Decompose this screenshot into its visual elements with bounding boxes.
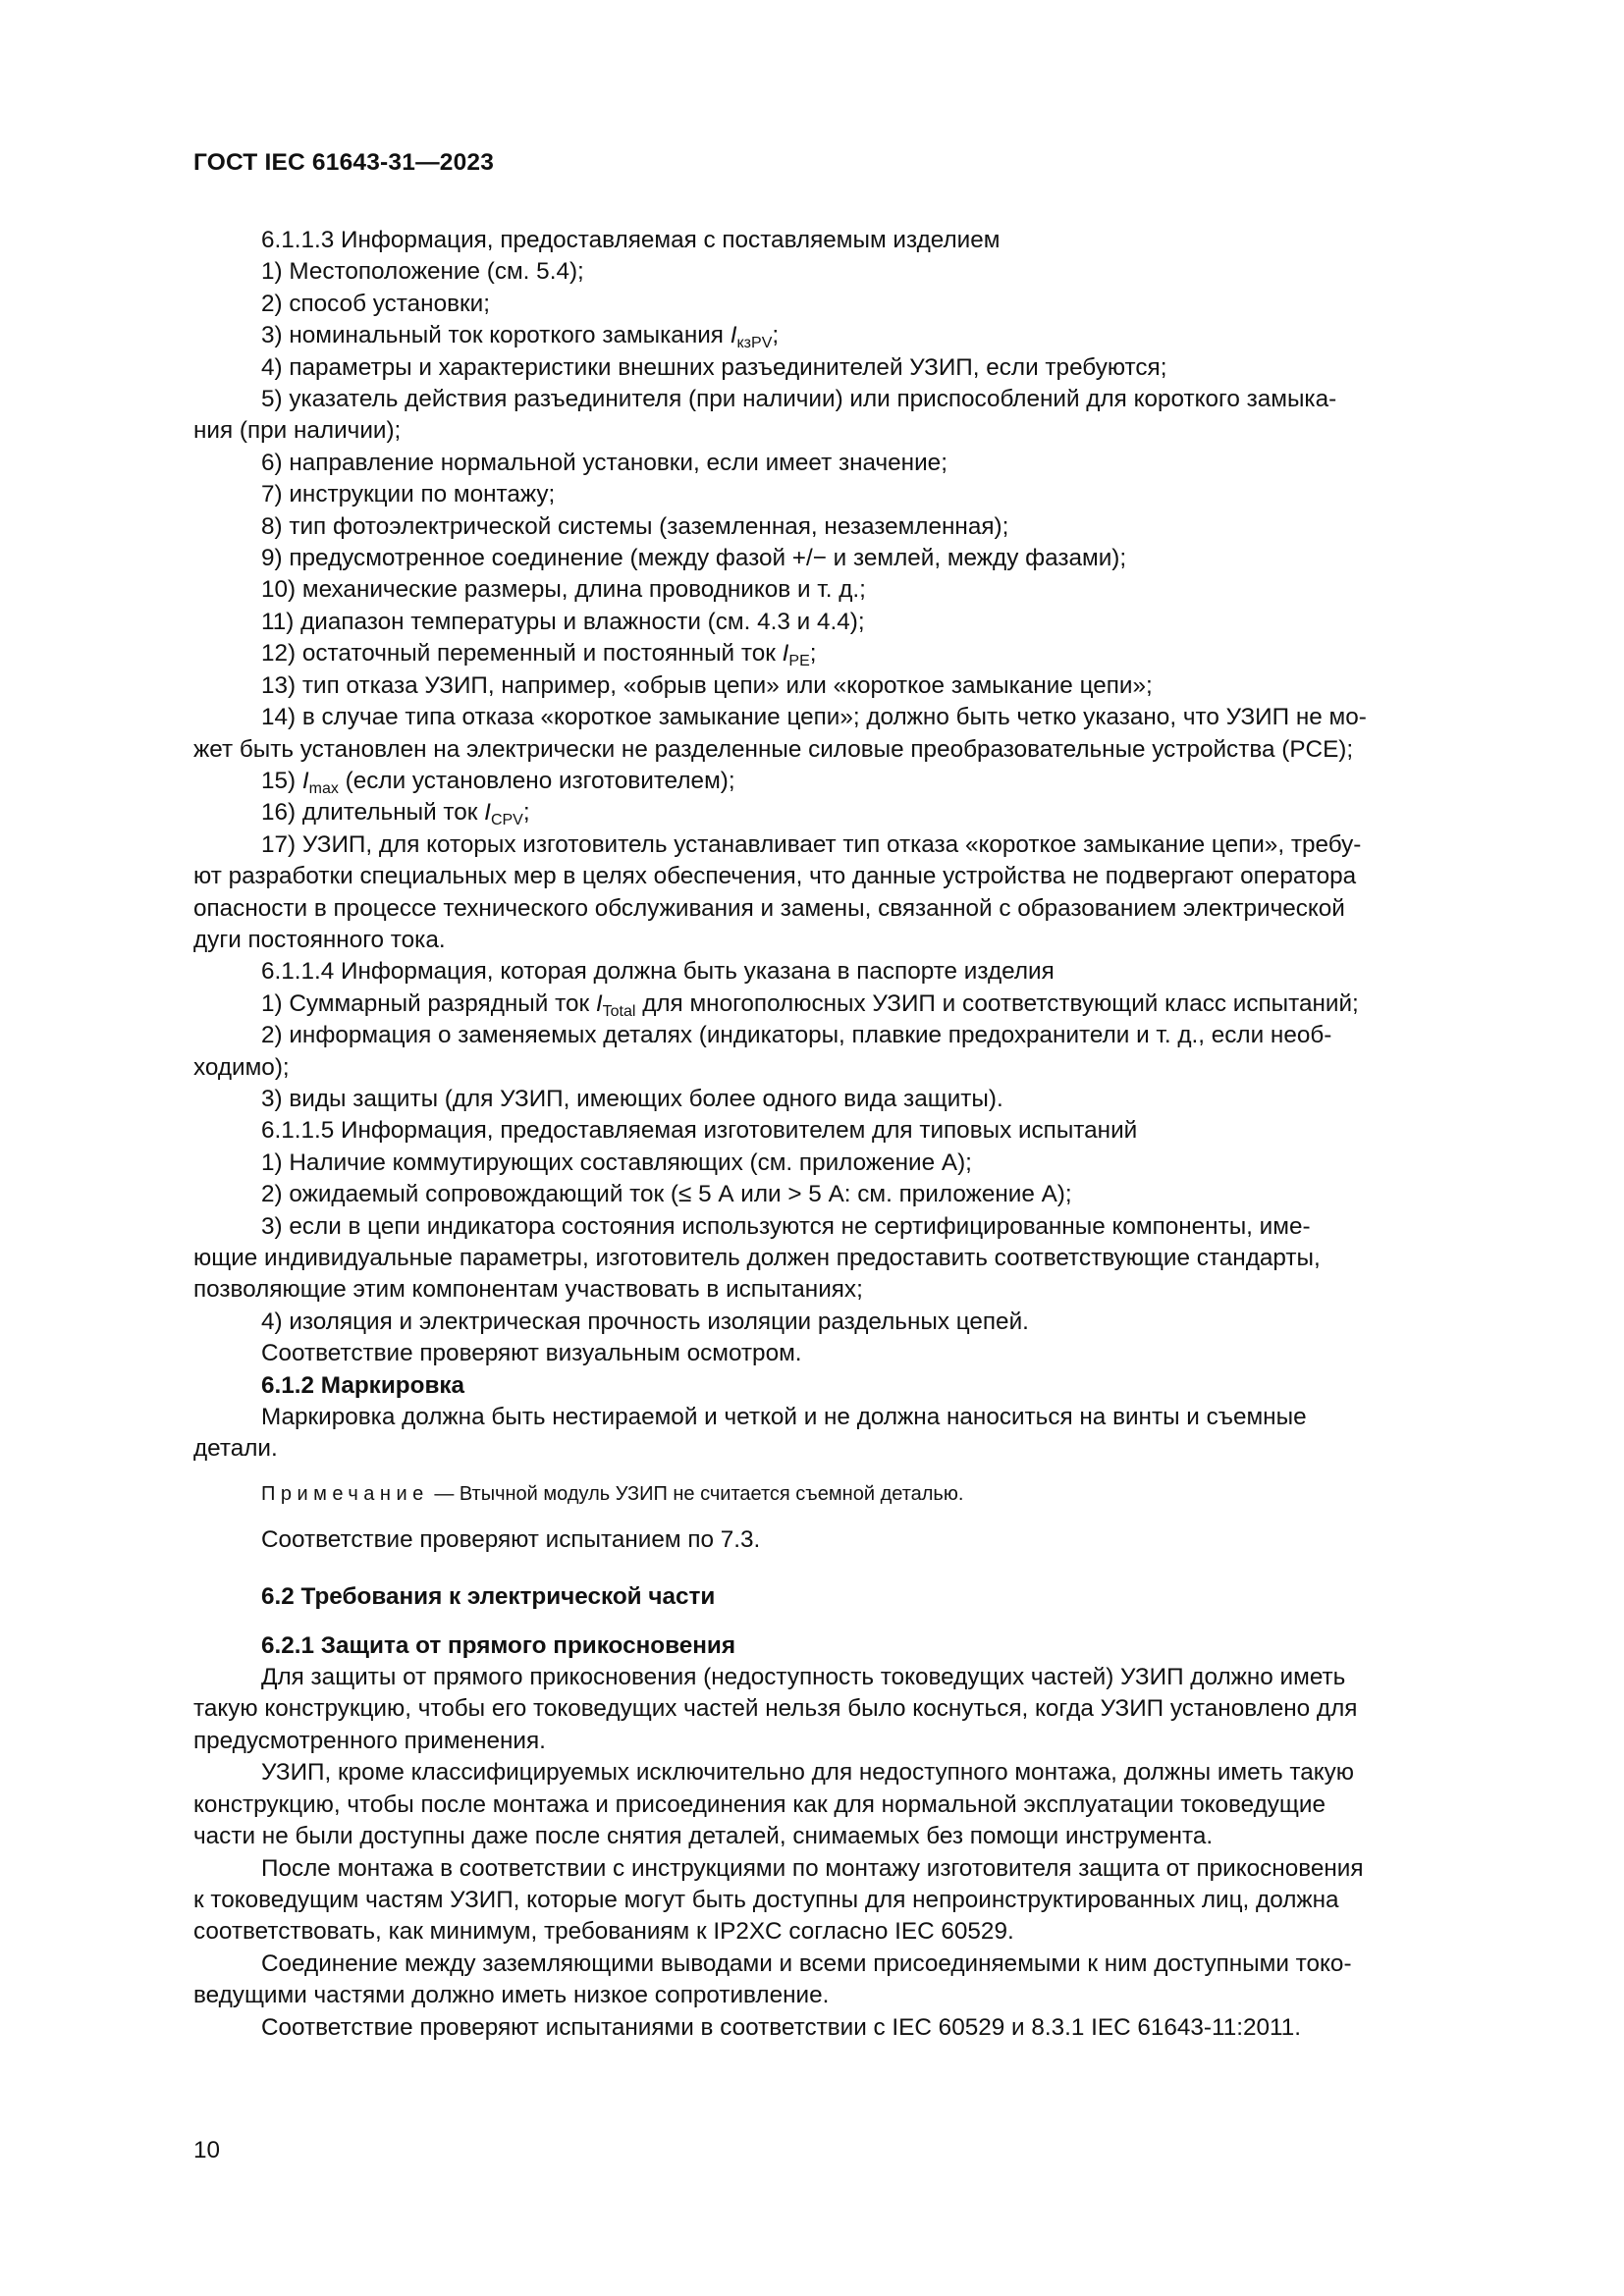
paragraph-continuation: такую конструкцию, чтобы его токоведущих частей нельзя было коснуться, когда УЗИП установлено для <box>193 1695 1358 1723</box>
list-item-text: 1) Суммарный разрядный ток <box>261 989 590 1017</box>
list-item-text: (если установлено изготовителем); <box>345 767 735 794</box>
list-item: 2) информация о заменяемых деталях (индикаторы, плавкие предохранители и т. д., если необ- <box>261 1022 1332 1049</box>
clause-6115-heading: 6.1.1.5 Информация, предоставляемая изготовителем для типовых испытаний <box>261 1117 1138 1145</box>
list-item: 1) Местоположение (см. 5.4); <box>261 258 584 286</box>
page-content <box>193 225 1512 2044</box>
conformity-statement: Соответствие проверяют испытанием по 7.3. <box>261 1525 761 1553</box>
current-subscript: max <box>308 779 339 797</box>
paragraph-continuation: детали. <box>193 1435 278 1463</box>
current-subscript: кзPV <box>736 335 773 352</box>
paragraph-line: УЗИП, кроме классифицируемых исключительно для недоступного монтажа, должны иметь такую <box>261 1759 1355 1787</box>
list-item-continuation: дуги постоянного тока. <box>193 926 446 953</box>
list-item-continuation: ющие индивидуальные параметры, изготовитель должен предоставить соответствующие стандарты, <box>193 1245 1321 1271</box>
list-item: 8) тип фотоэлектрической системы (заземленная, незаземленная); <box>261 512 1009 540</box>
list-item-continuation: ния (при наличии); <box>193 417 402 445</box>
note <box>193 1479 1512 1509</box>
current-symbol: I <box>595 989 603 1017</box>
paragraph-continuation: к токоведущим частям УЗИП, которые могут быть доступны для непроинструктированных лиц, должна <box>193 1886 1339 1913</box>
list-item: 2) способ установки; <box>261 290 490 317</box>
paragraph-continuation: предусмотренного применения. <box>193 1727 546 1754</box>
list-item: 10) механические размеры, длина проводников и т. д.; <box>261 576 866 604</box>
list-item: 1) Наличие коммутирующих составляющих (см. приложение А); <box>261 1148 972 1176</box>
list-item-continuation: опасности в процессе технического обслуживания и замены, связанной с образованием электрической <box>193 894 1345 922</box>
list-item: 4) параметры и характеристики внешних разъединителей УЗИП, если требуются; <box>261 353 1167 381</box>
list-item-continuation: позволяющие этим компонентам участвовать в испытаниях; <box>193 1276 863 1304</box>
conformity-statement: Соответствие проверяют визуальным осмотром. <box>261 1340 802 1367</box>
current-subscript: Total <box>602 1002 636 1020</box>
list-item: 7) инструкции по монтажу; <box>261 481 556 508</box>
list-item-continuation: жет быть установлен на электрически не разделенные силовые преобразовательные устройства (PCE); <box>193 735 1354 763</box>
conformity-statement: Соответствие проверяют испытаниями в соответствии с IEC 60529 и 8.3.1 IEC 61643-11:2011. <box>261 2013 1301 2041</box>
clause-621-heading: 6.2.1 Защита от прямого прикосновения <box>261 1631 736 1659</box>
paragraph-continuation: части не были доступны даже после снятия деталей, снимаемых без помощи инструмента. <box>193 1823 1214 1850</box>
current-symbol: I <box>730 322 737 349</box>
current-symbol: I <box>782 640 789 667</box>
paragraph-continuation: конструкцию, чтобы после монтажа и присоединения как для нормальной эксплуатации токоведущие <box>193 1790 1326 1818</box>
list-item-end: ; <box>772 322 780 349</box>
list-item-continuation: ют разработки специальных мер в целях обеспечения, что данные устройства не подвергают оператора <box>193 863 1357 890</box>
list-item: 6) направление нормальной установки, если имеет значение; <box>261 449 947 476</box>
document-header: ГОСТ IEC 61643-31—2023 <box>193 149 495 176</box>
list-item-continuation: ходимо); <box>193 1053 290 1081</box>
clause-612-heading: 6.1.2 Маркировка <box>261 1371 465 1399</box>
list-item <box>193 988 1512 1020</box>
clause-6114-heading: 6.1.1.4 Информация, которая должна быть указана в паспорте изделия <box>261 958 1055 986</box>
paragraph-line: Соединение между заземляющими выводами и всеми присоединяемыми к ним доступными токо- <box>261 1949 1352 1977</box>
list-item: 11) диапазон температуры и влажности (см. 4.3 и 4.4); <box>261 608 865 635</box>
list-item-text: 12) остаточный переменный и постоянный ток <box>261 640 776 667</box>
clause-62-heading: 6.2 Требования к электрической части <box>261 1583 716 1611</box>
paragraph-line: Маркировка должна быть нестираемой и четкой и не должна наноситься на винты и съемные <box>261 1404 1307 1431</box>
list-item: 14) в случае типа отказа «короткое замыкание цепи»; должно быть четко указано, что УЗИП не мо- <box>261 704 1367 731</box>
list-item-text: 16) длительный ток <box>261 799 478 827</box>
paragraph-line: После монтажа в соответствии с инструкциями по монтажу изготовителя защита от прикосновения <box>261 1854 1364 1882</box>
list-item: 9) предусмотренное соединение (между фазой +/− и землей, между фазами); <box>261 545 1127 572</box>
page-number: 10 <box>193 2137 221 2163</box>
list-item <box>193 797 1512 828</box>
list-item-end: ; <box>522 799 530 827</box>
current-symbol: I <box>301 767 309 794</box>
list-item <box>193 638 1512 669</box>
list-item-end: ; <box>809 640 817 667</box>
note-label: Примечание <box>261 1482 429 1505</box>
current-subscript: PE <box>788 653 810 670</box>
list-item: 3) виды защиты (для УЗИП, имеющих более одного вида защиты). <box>261 1085 1003 1112</box>
list-item-text: 3) номинальный ток короткого замыкания <box>261 322 724 349</box>
list-item-number: 15) <box>261 767 297 794</box>
list-item-end: для многополюсных УЗИП и соответствующий класс испытаний; <box>642 989 1359 1017</box>
list-item: 13) тип отказа УЗИП, например, «обрыв цепи» или «короткое замыкание цепи»; <box>261 671 1153 699</box>
paragraph-continuation: ведущими частями должно иметь низкое сопротивление. <box>193 1982 830 2009</box>
list-item: 17) УЗИП, для которых изготовитель устанавливает тип отказа «короткое замыкание цепи», требу- <box>261 830 1362 858</box>
list-item: 3) если в цепи индикатора состояния используются не сертифицированные компоненты, име- <box>261 1212 1311 1240</box>
list-item: 5) указатель действия разъединителя (при наличии) или приспособлений для короткого замыка- <box>261 386 1337 413</box>
note-text: — Втычной модуль УЗИП не считается съемной деталью. <box>428 1482 964 1505</box>
paragraph-continuation: соответствовать, как минимум, требованиям к IP2XC согласно IEC 60529. <box>193 1918 1014 1946</box>
paragraph-line: Для защиты от прямого прикосновения (недоступность токоведущих частей) УЗИП должно иметь <box>261 1664 1346 1691</box>
current-subscript: CPV <box>490 812 523 829</box>
clause-6113-heading: 6.1.1.3 Информация, предоставляемая с поставляемым изделием <box>261 227 1001 253</box>
current-symbol: I <box>484 799 491 827</box>
list-item <box>193 766 1512 797</box>
list-item <box>193 320 1512 351</box>
list-item: 4) изоляция и электрическая прочность изоляции раздельных цепей. <box>261 1308 1029 1335</box>
list-item: 2) ожидаемый сопровождающий ток (≤ 5 А или > 5 А: см. приложение А); <box>261 1181 1072 1208</box>
